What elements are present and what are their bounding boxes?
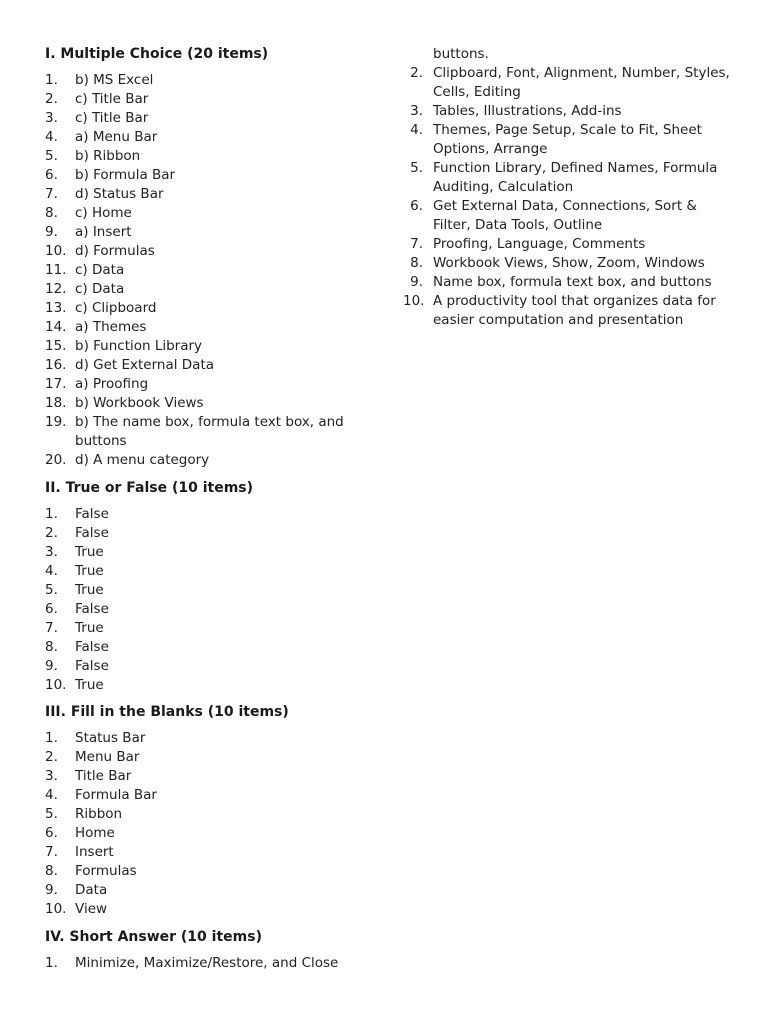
list-item: 6. Get External Data, Connections, Sort & Filter, Data Tools, Outline bbox=[410, 198, 697, 233]
list-item: 18. b) Workbook Views bbox=[45, 395, 204, 411]
list-item: 2. Menu Bar bbox=[45, 749, 140, 765]
list-item: 10. True bbox=[45, 677, 104, 693]
list-item: 16. d) Get External Data bbox=[45, 357, 215, 373]
list-item: 2. False bbox=[45, 525, 109, 541]
list-item: 8. Workbook Views, Show, Zoom, Windows bbox=[410, 255, 705, 271]
short-answer-list-start bbox=[45, 954, 338, 973]
list-item: 15. b) Function Library bbox=[45, 338, 203, 354]
list-item: 5. b) Ribbon bbox=[45, 148, 141, 164]
list-item: 6. False bbox=[45, 601, 109, 617]
list-item: 17. a) Proofing bbox=[45, 376, 149, 392]
list-item: 4. True bbox=[45, 563, 104, 579]
list-item: 3. Tables, Illustrations, Add-ins bbox=[410, 103, 622, 119]
list-item: 9. False bbox=[45, 658, 109, 674]
list-item: 8. c) Home bbox=[45, 205, 132, 221]
list-item: 6. Home bbox=[45, 825, 115, 841]
list-item: 2. Clipboard, Font, Alignment, Number, Styles, Cells, Editing bbox=[410, 65, 730, 100]
list-item: 20. d) A menu category bbox=[45, 452, 210, 468]
list-item: 5. Function Library, Defined Names, Formula Auditing, Calculation bbox=[410, 160, 718, 195]
list-item: 7. True bbox=[45, 620, 104, 636]
list-item: 9. a) Insert bbox=[45, 224, 132, 240]
fill-blanks-list bbox=[45, 729, 157, 919]
list-item: 1. Status Bar bbox=[45, 730, 146, 746]
list-item: 7. d) Status Bar bbox=[45, 186, 164, 202]
list-item: 9. Name box, formula text box, and buttons bbox=[410, 274, 712, 290]
true-false-list bbox=[45, 505, 109, 695]
list-item: 9. Data bbox=[45, 882, 108, 898]
section-title-short-answer: IV. Short Answer (10 items) bbox=[45, 929, 262, 945]
section-title-true-false: II. True or False (10 items) bbox=[45, 480, 254, 496]
list-item: 11. c) Data bbox=[45, 262, 125, 278]
list-item: 1. Minimize, Maximize/Restore, and Close bbox=[45, 955, 339, 971]
list-item: 4. a) Menu Bar bbox=[45, 129, 158, 145]
list-item: 6. b) Formula Bar bbox=[45, 167, 176, 183]
list-item: 1. b) MS Excel bbox=[45, 72, 154, 88]
list-item: 8. False bbox=[45, 639, 109, 655]
list-item: 10. d) Formulas bbox=[45, 243, 155, 259]
list-item: 7. Insert bbox=[45, 844, 114, 860]
list-item: 10. View bbox=[45, 901, 108, 917]
list-item: 1. False bbox=[45, 506, 109, 522]
list-item: 7. Proofing, Language, Comments bbox=[410, 236, 646, 252]
list-item: 10. A productivity tool that organizes data for easier computation and presentation bbox=[403, 293, 716, 328]
list-item: 5. Ribbon bbox=[45, 806, 123, 822]
multiple-choice-list bbox=[45, 71, 365, 470]
list-item-continuation: buttons. bbox=[433, 46, 489, 62]
list-item: 4. Themes, Page Setup, Scale to Fit, Sheet Options, Arrange bbox=[410, 122, 702, 157]
list-item: 3. c) Title Bar bbox=[45, 110, 149, 126]
short-answer-list-continued bbox=[403, 45, 733, 330]
list-item: 3. Title Bar bbox=[45, 768, 132, 784]
list-item: 3. True bbox=[45, 544, 104, 560]
list-item: 8. Formulas bbox=[45, 863, 137, 879]
list-item: 13. c) Clipboard bbox=[45, 300, 157, 316]
list-item: 14. a) Themes bbox=[45, 319, 147, 335]
list-item: 2. c) Title Bar bbox=[45, 91, 149, 107]
list-item: 4. Formula Bar bbox=[45, 787, 157, 803]
list-item: 19. b) The name box, formula text box, and buttons bbox=[45, 414, 344, 449]
list-item: 5. True bbox=[45, 582, 104, 598]
section-title-fill-blanks: III. Fill in the Blanks (10 items) bbox=[45, 704, 289, 720]
list-item: 12. c) Data bbox=[45, 281, 125, 297]
section-title-multiple-choice: I. Multiple Choice (20 items) bbox=[45, 46, 269, 62]
